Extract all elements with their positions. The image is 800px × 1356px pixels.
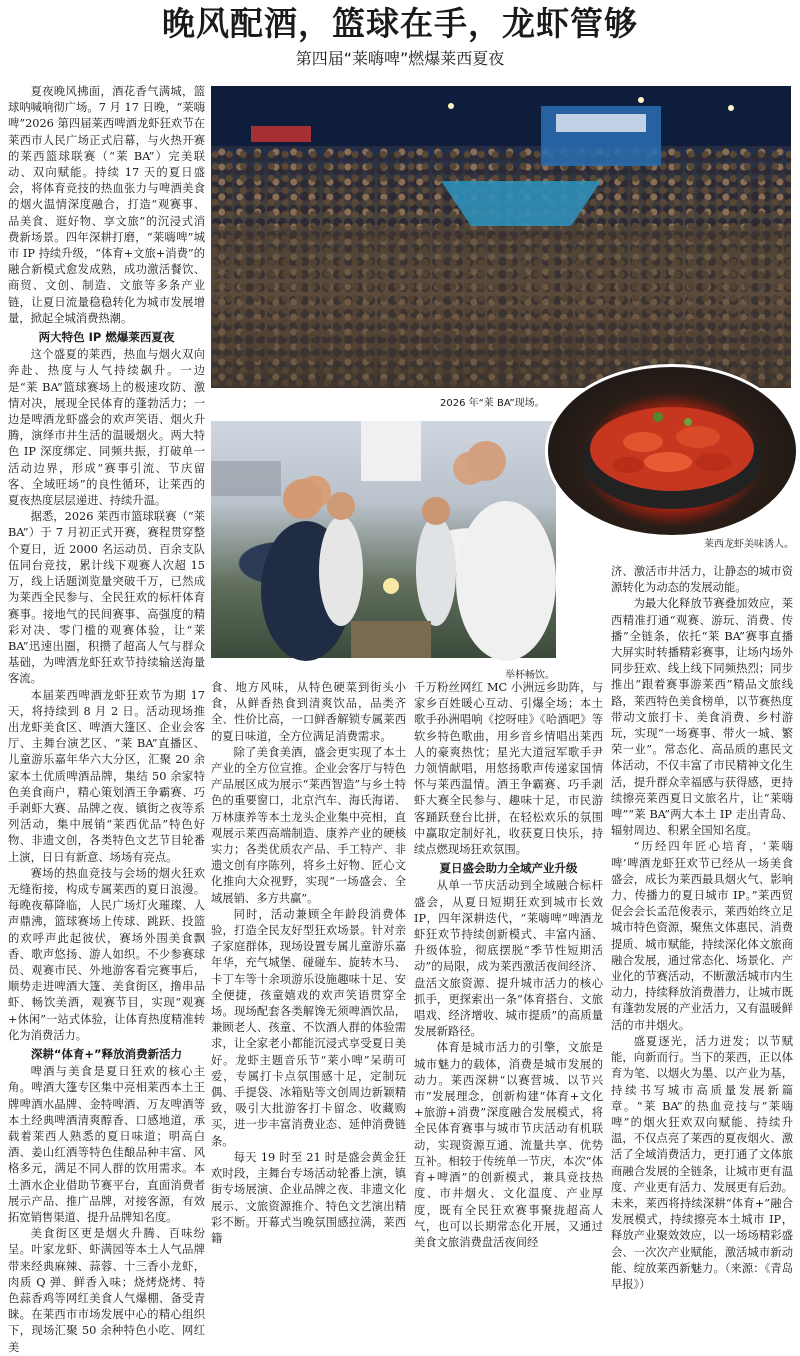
paragraph: 赛场的热血竞技与会场的烟火狂欢无缝衔接，构成专属莱西的夏日浪漫。每晚夜幕降临，人民广场灯火璀璨、人声鼎沸，篮球赛场上传球、跳跃、投篮的欢呼声此起彼伏，赛场外围美食飘香、歌声悠扬、游人如织。不少参赛球员、观赛市民、外地游客看完赛事后，顺势走进啤酒大篷、美食街区，撸串品虾、畅饮美酒，观赛节目，实现“观赛+休闲”一站式体验，让体育热度精准转化为消费活力。 (8, 866, 205, 1042)
section-heading: 深耕“体育+”释放消费新活力 (30, 1046, 183, 1061)
basketball-crowd-photo (211, 86, 791, 388)
paragraph: 从单一节庆活动到全域融合标杆盛会，从夏日短期狂欢到城市长效 IP，四年深耕迭代，“莱嗨啤”啤酒龙虾狂欢节持续创新模式、丰富内涵、升级体验，彻底摆脱“季节性短期活动”的局限，成为莱西激活夜间经济、盘活文旅资源、提升城市活力的核心抓手，更探索出一条“体育搭台、文旅唱戏、经济增收、城市提质”的高质量发展新路径。 (414, 879, 603, 1039)
toast-photo-caption: 举杯畅饮。 (505, 670, 555, 681)
paragraph: 本届莱西啤酒龙虾狂欢节为期 17 天，将持续到 8 月 2 日。活动现场推出龙虾美食区、啤酒大篷区、企业会客厅、主舞台演艺区、“莱 BA”直播区、儿童游乐嘉年华六大分区，汇聚 20 余家本土优质啤酒品牌，集结 50 余家特色美食商户，精心策划酒王争霸赛、巧手剥虾大赛、品牌之夜、镇街之夜等系列活动，集中展销“莱西优品”特色好物、非遗文创，各类特色文艺节目轮番上演，日日有新意、场场有亮点。 (8, 688, 205, 864)
paragraph: 美食街区更是烟火升腾、百味纷呈。叶家龙虾、虾满园等本土人气品牌带来经典麻辣、蒜蓉、十三香小龙虾，肉质 Q 弹、鲜香入味；烧烤烧烤、特色蒜香鸡等网红美食人气爆棚、备受青睐。在莱西市市场发展中心的精心组织下，现场汇聚 50 余种特色小吃、网红美 (8, 1227, 205, 1354)
paragraph: 除了美食美酒，盛会更实现了本土产业的全方位宣推。企业会客厅与特色产品展区成为展示“莱西智造”与乡土特色的重要窗口，北京汽车、海氏海诺、万林康养等本土龙头企业集中亮相，直观展示莱西高端制造、康养产业的硬核实力；各类优质农产品、手工特产、非遗文创有序陈列，将乡土好物、匠心文化推向大众视野，实现“一场盛会、全域展销、多方共赢”。 (211, 745, 406, 905)
paragraph: 同时，活动兼顾全年龄段消费体验，打造全民友好型狂欢场景。针对亲子家庭群体，现场设置专属儿童游乐嘉年华，充气城堡、碰碰车、旋转木马、卡丁车等十余项游乐设施趣味十足、安全便捷，孩童嬉戏的欢声笑语贯穿全场。现场配套各类解馋无须啤酒饮品，兼顾老人、孩童、不饮酒人群的体验需求，让全家老小都能沉浸式享受夏日美好。龙虾主题音乐节“莱小啤”呆萌可爱，专属打卡点氛围感十足，定制玩偶、手提袋、冰箱贴等文创周边新颖精致，吸引大批游客打卡留念、收藏购买，进一步丰富消费业态、延伸消费链条。 (211, 907, 406, 1148)
paragraph: 盛夏逐光，活力迸发；以节赋能，向新而行。当下的莱西，正以体育为笔、以烟火为墨、以产业为基，持续书写城市高质量发展新篇章。“莱 BA”的热血竞技与“莱嗨啤”的烟火狂欢双向赋能、持续升温，不仅点亮了莱西的夏夜烟火、激活了全域消费活力，更打通了文体旅商融合发展的全链条，让城市更有温度、产业更有活力、发展更有后劲。未来，莱西将持续深耕“体育+”融合发展模式，持续擦亮本土城市 IP，释放产业聚效效应，以一场场精彩盛会、一次次产业赋能，激活城市新动能、绽放莱西新魅力。（来源：《青岛早报》） (611, 1034, 793, 1291)
paragraph: 啤酒与美食是夏日狂欢的核心主角。啤酒大篷专区集中亮相莱西本土王牌啤酒水晶牌、金特啤酒、万友啤酒等本土经典啤酒清爽醇香、口感地道，承载着莱西人熟悉的夏日味道；明高白酒、姜山红酒等特色佳酿品种丰富、风格多元，满足不同人群的饮用需求。本土酒水企业借助节赛平台，直面消费者展示产品、推广品牌，对接客源，有效拓宽销售渠道、提升品牌知名度。 (8, 1065, 205, 1225)
crayfish-photo (545, 364, 799, 538)
paragraph: 千万粉丝网红 MC 小洲远乡助阵，与家乡百姓暖心互动、引爆全场；本土歌手孙洲唱响《挖呀哇》《哈酒吧》等软乡特色歌曲，用乡音乡情唱出莱西人的豪爽热忱；星光大道冠军歌手尹力领情献唱，用悠扬歌声传递家国情怀与莱西温情。酒王争霸赛、巧手剥虾大赛全民参与、趣味十足，市民游客踊跃登台比拼，在轻松欢乐的氛围中赢取定制好礼，收获夏日快乐，持续点燃现场狂欢氛围。 (414, 681, 603, 857)
paragraph: 据悉，2026 莱西市篮球联赛（“莱 BA”）于 7 月初正式开赛，赛程贯穿整个夏日，近 2000 名运动员、百余支队伍同台竞技，累计线下观赛人次超 15 万，线上话题浏览量突破千万，已然成为莱西全民参与、全民狂欢的标杆体育赛事。接地气的民间赛事、高强度的精彩对决、零门槛的观赛体验，让“莱 BA”迅速出圈，积攒了超高人气与群众基础，为啤酒龙虾狂欢节持续输送海量客流。 (8, 510, 205, 686)
paragraph: 为最大化释放节赛叠加效应，莱西精准打通“观赛、游玩、消费、传播”全链条，依托“莱 BA”赛事直播大屏实时转播精彩赛事，让场内场外同步狂欢、线上线下同频热烈；同步推出“跟着赛事游莱西”精品文旅线路，莱西特色美食榜单，以节赛热度带动文旅打卡、美食消费、乡村游玩，实现“一场赛事、带火一城、繁荣一业”。常态化、高品质的惠民文体活动，不仅丰富了市民精神文化生活，提升群众幸福感与获得感，更持续擦亮莱西夏日文旅名片，让“莱嗨啤”“莱 BA”两大本土 IP 走出青岛、辐射周边、积累全国知名度。 (611, 597, 793, 838)
crayfish-photo-caption: 莱西龙虾美味诱人。 (704, 539, 794, 550)
toast-photo (211, 421, 556, 658)
paragraph: “历经四年匠心培育，‘莱嗨啤’啤酒龙虾狂欢节已经从一场美食盛会，成长为莱西最具烟火气、影响力、传播力的夏日城市 IP。”莱西贸促会会长孟范俊表示，莱西始终立足城市特色资源，聚焦文体惠民、消费提质、城市赋能，持续深化体文旅商融合发展，通过常态化、场景化、产业化的节赛活动，不断激活城市内生动力，持续释放消费潜力，让城市既有蓬勃发展的产业活力，又有温暖鲜活的市井烟火。 (611, 840, 793, 1032)
paragraph: 这个盛夏的莱西，热血与烟火双向奔赴、热度与人气持续飙升。一边是“莱 BA”篮球赛场上的极速攻防、激情对决，展现全民体育的蓬勃活力；一边是啤酒龙虾盛会的欢声笑语、烟火升腾，演绎市井生活的温暖烟火。两大特色 IP 深度绑定、同频共振，打破单一活动边界，形成“赛事引流、节庆留客、全域旺场”的良性循环，让莱西的夏夜热度层层递进、持续升温。 (8, 348, 205, 508)
subheadline: 第四届“莱嗨啤”燃爆莱西夏夜 (295, 49, 505, 68)
paragraph: 夏夜晚风拂面，酒花香气满城，篮球呐喊响彻广场。7 月 17 日晚，“莱嗨啤”2026 第四届莱西啤酒龙虾狂欢节在莱西市人民广场正式启幕，与火热开赛的莱西篮球联赛（“莱 BA”）完美联动、双向赋能。持续 17 天的夏日盛会，将体育竞技的热血张力与啤酒美食的烟火温情深度融合，打造“观赛事、品美食、逛好物、享文旅”的沉浸式消费新场景。四年深耕打磨，“莱嗨啤”城市 IP 持续升级，“体育+文旅+消费”的融合新模式愈发成熟，成功激活餐饮、商贸、文创、制造、文旅等多条产业链，让夏日流量稳稳转化为城市发展增量，掀起全城消费热潮。 (8, 85, 205, 325)
paragraph: 每天 19 时至 21 时是盛会黄金狂欢时段，主舞台专场活动轮番上演，镇街专场展演、企业品牌之夜、非遗文化展示、文旅资源推介、特色文艺演出精彩不断。开幕式当晚氛围感拉满，莱西籍 (211, 1150, 406, 1245)
article-column-4 (611, 564, 793, 1291)
article-column-1 (8, 84, 205, 1354)
paragraph: 济、激活市井活力，让静态的城市资源转化为动态的发展动能。 (611, 565, 793, 595)
section-heading: 两大特色 IP 燃爆莱西夏夜 (38, 330, 175, 345)
main-photo-caption: 2026 年“莱 BA”现场。 (440, 398, 545, 409)
section-heading: 夏日盛会助力全域产业升级 (439, 861, 578, 876)
headline: 晚风配酒，篮球在手，龙虾管够 (162, 4, 638, 43)
paragraph: 食、地方风味，从特色硬菜到街头小食，从鲜香热食到清爽饮品，品类齐全、性价比高，一口鲜香解锁专属莱西的夏日味道，全方位满足消费需求。 (211, 681, 406, 743)
paragraph: 体育是城市活力的引擎，文旅是城市魅力的载体，消费是城市发展的动力。莱西深耕“以赛营城、以节兴市”发展理念，创新构建“体育+文化+旅游+消费”深度融合发展模式，将全民体育赛事与城市节庆活动有机联动，实现资源互通、流量共享、优势互补。相较于传统单一节庆，本次“体育+啤酒”的创新模式，兼具竞技热度、市井烟火、文化温度、产业厚度，既有全民狂欢赛事聚拢超高人气，也可以长期常态化开展，又通过美食文旅消费盘活夜间经 (414, 1041, 603, 1249)
article-column-2 (211, 680, 406, 1245)
article-column-3 (414, 680, 603, 1249)
